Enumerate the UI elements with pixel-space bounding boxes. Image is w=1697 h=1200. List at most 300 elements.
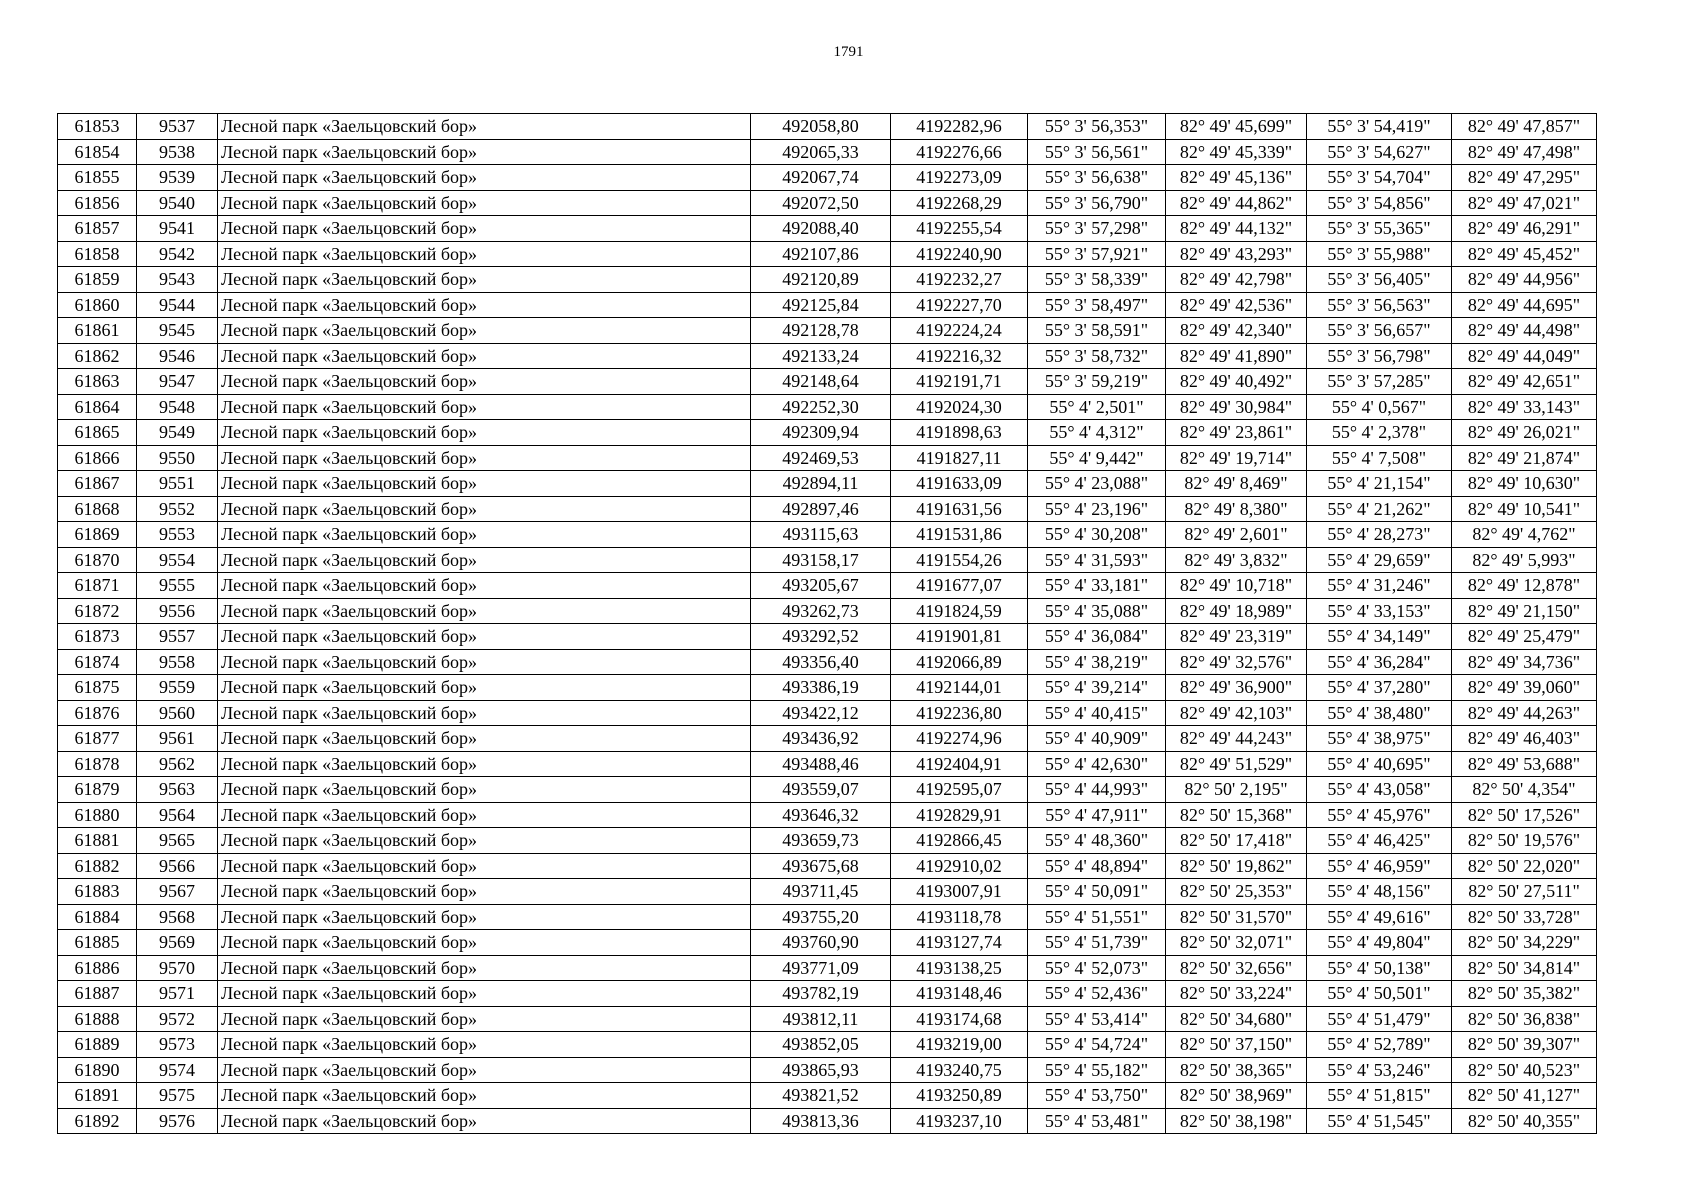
longitude-cell: 82° 49' 23,861" — [1166, 420, 1307, 446]
table-row — [58, 369, 1597, 395]
longitude-alt-cell: 82° 49' 44,049" — [1452, 343, 1597, 369]
table-row — [58, 930, 1597, 956]
point-number-cell: 9553 — [137, 522, 218, 548]
object-name-cell: Лесной парк «Заельцовский бор» — [218, 216, 751, 242]
x-coordinate-cell: 493488,46 — [751, 751, 891, 777]
latitude-alt-cell: 55° 3' 54,856" — [1307, 190, 1452, 216]
object-name-cell: Лесной парк «Заельцовский бор» — [218, 343, 751, 369]
latitude-alt-cell: 55° 4' 50,138" — [1307, 955, 1452, 981]
row-number-cell: 61874 — [58, 649, 137, 675]
row-number-cell: 61876 — [58, 700, 137, 726]
row-number-cell: 61871 — [58, 573, 137, 599]
longitude-cell: 82° 50' 37,150" — [1166, 1032, 1307, 1058]
row-number-cell: 61866 — [58, 445, 137, 471]
row-number-cell: 61853 — [58, 114, 137, 140]
longitude-alt-cell: 82° 49' 25,479" — [1452, 624, 1597, 650]
point-number-cell: 9574 — [137, 1057, 218, 1083]
table-row — [58, 649, 1597, 675]
longitude-cell: 82° 49' 43,293" — [1166, 241, 1307, 267]
object-name-cell: Лесной парк «Заельцовский бор» — [218, 1057, 751, 1083]
longitude-alt-cell: 82° 49' 46,403" — [1452, 726, 1597, 752]
point-number-cell: 9545 — [137, 318, 218, 344]
longitude-alt-cell: 82° 50' 40,523" — [1452, 1057, 1597, 1083]
object-name-cell: Лесной парк «Заельцовский бор» — [218, 1083, 751, 1109]
point-number-cell: 9575 — [137, 1083, 218, 1109]
x-coordinate-cell: 493386,19 — [751, 675, 891, 701]
longitude-alt-cell: 82° 50' 22,020" — [1452, 853, 1597, 879]
object-name-cell: Лесной парк «Заельцовский бор» — [218, 1032, 751, 1058]
longitude-cell: 82° 50' 38,969" — [1166, 1083, 1307, 1109]
latitude-cell: 55° 4' 23,088" — [1028, 471, 1166, 497]
x-coordinate-cell: 493356,40 — [751, 649, 891, 675]
point-number-cell: 9567 — [137, 879, 218, 905]
y-coordinate-cell: 4193240,75 — [891, 1057, 1028, 1083]
longitude-alt-cell: 82° 49' 47,857" — [1452, 114, 1597, 140]
latitude-cell: 55° 3' 56,561" — [1028, 139, 1166, 165]
latitude-alt-cell: 55° 3' 54,627" — [1307, 139, 1452, 165]
latitude-alt-cell: 55° 4' 49,804" — [1307, 930, 1452, 956]
table-row — [58, 114, 1597, 140]
longitude-cell: 82° 49' 8,469" — [1166, 471, 1307, 497]
longitude-cell: 82° 49' 42,798" — [1166, 267, 1307, 293]
y-coordinate-cell: 4193007,91 — [891, 879, 1028, 905]
longitude-alt-cell: 82° 49' 44,695" — [1452, 292, 1597, 318]
point-number-cell: 9566 — [137, 853, 218, 879]
latitude-alt-cell: 55° 4' 53,246" — [1307, 1057, 1452, 1083]
x-coordinate-cell: 492897,46 — [751, 496, 891, 522]
row-number-cell: 61870 — [58, 547, 137, 573]
latitude-cell: 55° 4' 33,181" — [1028, 573, 1166, 599]
longitude-alt-cell: 82° 50' 34,229" — [1452, 930, 1597, 956]
latitude-alt-cell: 55° 4' 38,480" — [1307, 700, 1452, 726]
table-row — [58, 573, 1597, 599]
y-coordinate-cell: 4193219,00 — [891, 1032, 1028, 1058]
latitude-cell: 55° 3' 58,339" — [1028, 267, 1166, 293]
latitude-cell: 55° 4' 52,073" — [1028, 955, 1166, 981]
row-number-cell: 61884 — [58, 904, 137, 930]
table-row — [58, 267, 1597, 293]
y-coordinate-cell: 4193148,46 — [891, 981, 1028, 1007]
longitude-cell: 82° 49' 8,380" — [1166, 496, 1307, 522]
object-name-cell: Лесной парк «Заельцовский бор» — [218, 955, 751, 981]
latitude-cell: 55° 4' 2,501" — [1028, 394, 1166, 420]
row-number-cell: 61877 — [58, 726, 137, 752]
latitude-cell: 55° 4' 48,894" — [1028, 853, 1166, 879]
longitude-alt-cell: 82° 50' 36,838" — [1452, 1006, 1597, 1032]
point-number-cell: 9537 — [137, 114, 218, 140]
latitude-cell: 55° 4' 53,414" — [1028, 1006, 1166, 1032]
y-coordinate-cell: 4192255,54 — [891, 216, 1028, 242]
y-coordinate-cell: 4191631,56 — [891, 496, 1028, 522]
object-name-cell: Лесной парк «Заельцовский бор» — [218, 904, 751, 930]
longitude-alt-cell: 82° 50' 33,728" — [1452, 904, 1597, 930]
latitude-cell: 55° 3' 56,638" — [1028, 165, 1166, 191]
latitude-cell: 55° 4' 48,360" — [1028, 828, 1166, 854]
latitude-cell: 55° 4' 30,208" — [1028, 522, 1166, 548]
point-number-cell: 9559 — [137, 675, 218, 701]
y-coordinate-cell: 4193237,10 — [891, 1108, 1028, 1134]
latitude-cell: 55° 4' 53,481" — [1028, 1108, 1166, 1134]
y-coordinate-cell: 4192829,91 — [891, 802, 1028, 828]
longitude-alt-cell: 82° 49' 47,498" — [1452, 139, 1597, 165]
y-coordinate-cell: 4191677,07 — [891, 573, 1028, 599]
latitude-alt-cell: 55° 4' 31,246" — [1307, 573, 1452, 599]
latitude-cell: 55° 3' 59,219" — [1028, 369, 1166, 395]
point-number-cell: 9572 — [137, 1006, 218, 1032]
longitude-cell: 82° 49' 40,492" — [1166, 369, 1307, 395]
y-coordinate-cell: 4192066,89 — [891, 649, 1028, 675]
x-coordinate-cell: 492120,89 — [751, 267, 891, 293]
longitude-alt-cell: 82° 49' 53,688" — [1452, 751, 1597, 777]
table-row — [58, 471, 1597, 497]
latitude-alt-cell: 55° 4' 2,378" — [1307, 420, 1452, 446]
row-number-cell: 61882 — [58, 853, 137, 879]
object-name-cell: Лесной парк «Заельцовский бор» — [218, 598, 751, 624]
row-number-cell: 61868 — [58, 496, 137, 522]
x-coordinate-cell: 493205,67 — [751, 573, 891, 599]
table-row — [58, 292, 1597, 318]
latitude-cell: 55° 4' 40,909" — [1028, 726, 1166, 752]
y-coordinate-cell: 4191824,59 — [891, 598, 1028, 624]
y-coordinate-cell: 4191827,11 — [891, 445, 1028, 471]
x-coordinate-cell: 493559,07 — [751, 777, 891, 803]
x-coordinate-cell: 493436,92 — [751, 726, 891, 752]
latitude-cell: 55° 4' 38,219" — [1028, 649, 1166, 675]
row-number-cell: 61889 — [58, 1032, 137, 1058]
row-number-cell: 61863 — [58, 369, 137, 395]
latitude-cell: 55° 4' 39,214" — [1028, 675, 1166, 701]
longitude-alt-cell: 82° 49' 45,452" — [1452, 241, 1597, 267]
latitude-cell: 55° 4' 40,415" — [1028, 700, 1166, 726]
latitude-alt-cell: 55° 3' 56,405" — [1307, 267, 1452, 293]
longitude-alt-cell: 82° 49' 21,150" — [1452, 598, 1597, 624]
longitude-cell: 82° 49' 44,243" — [1166, 726, 1307, 752]
row-number-cell: 61879 — [58, 777, 137, 803]
object-name-cell: Лесной парк «Заельцовский бор» — [218, 1108, 751, 1134]
x-coordinate-cell: 493115,63 — [751, 522, 891, 548]
object-name-cell: Лесной парк «Заельцовский бор» — [218, 496, 751, 522]
longitude-cell: 82° 49' 19,714" — [1166, 445, 1307, 471]
object-name-cell: Лесной парк «Заельцовский бор» — [218, 394, 751, 420]
row-number-cell: 61878 — [58, 751, 137, 777]
latitude-alt-cell: 55° 4' 33,153" — [1307, 598, 1452, 624]
object-name-cell: Лесной парк «Заельцовский бор» — [218, 369, 751, 395]
longitude-alt-cell: 82° 49' 39,060" — [1452, 675, 1597, 701]
latitude-cell: 55° 3' 57,298" — [1028, 216, 1166, 242]
row-number-cell: 61867 — [58, 471, 137, 497]
longitude-cell: 82° 50' 38,365" — [1166, 1057, 1307, 1083]
row-number-cell: 61886 — [58, 955, 137, 981]
x-coordinate-cell: 492065,33 — [751, 139, 891, 165]
point-number-cell: 9576 — [137, 1108, 218, 1134]
table-row — [58, 904, 1597, 930]
longitude-cell: 82° 49' 32,576" — [1166, 649, 1307, 675]
longitude-alt-cell: 82° 49' 21,874" — [1452, 445, 1597, 471]
y-coordinate-cell: 4192024,30 — [891, 394, 1028, 420]
row-number-cell: 61883 — [58, 879, 137, 905]
y-coordinate-cell: 4192595,07 — [891, 777, 1028, 803]
table-row — [58, 318, 1597, 344]
table-row — [58, 547, 1597, 573]
latitude-cell: 55° 4' 35,088" — [1028, 598, 1166, 624]
x-coordinate-cell: 493646,32 — [751, 802, 891, 828]
latitude-alt-cell: 55° 3' 57,285" — [1307, 369, 1452, 395]
table-row — [58, 828, 1597, 854]
table-row — [58, 802, 1597, 828]
row-number-cell: 61887 — [58, 981, 137, 1007]
x-coordinate-cell: 492894,11 — [751, 471, 891, 497]
latitude-cell: 55° 4' 42,630" — [1028, 751, 1166, 777]
longitude-cell: 82° 49' 18,989" — [1166, 598, 1307, 624]
x-coordinate-cell: 493158,17 — [751, 547, 891, 573]
latitude-cell: 55° 4' 54,724" — [1028, 1032, 1166, 1058]
latitude-cell: 55° 4' 9,442" — [1028, 445, 1166, 471]
latitude-cell: 55° 3' 56,790" — [1028, 190, 1166, 216]
latitude-alt-cell: 55° 4' 43,058" — [1307, 777, 1452, 803]
x-coordinate-cell: 493422,12 — [751, 700, 891, 726]
y-coordinate-cell: 4192236,80 — [891, 700, 1028, 726]
y-coordinate-cell: 4193250,89 — [891, 1083, 1028, 1109]
row-number-cell: 61859 — [58, 267, 137, 293]
y-coordinate-cell: 4191898,63 — [891, 420, 1028, 446]
row-number-cell: 61865 — [58, 420, 137, 446]
x-coordinate-cell: 492058,80 — [751, 114, 891, 140]
object-name-cell: Лесной парк «Заельцовский бор» — [218, 241, 751, 267]
point-number-cell: 9547 — [137, 369, 218, 395]
x-coordinate-cell: 493711,45 — [751, 879, 891, 905]
latitude-alt-cell: 55° 3' 56,657" — [1307, 318, 1452, 344]
x-coordinate-cell: 492067,74 — [751, 165, 891, 191]
x-coordinate-cell: 492469,53 — [751, 445, 891, 471]
point-number-cell: 9544 — [137, 292, 218, 318]
longitude-alt-cell: 82° 49' 10,630" — [1452, 471, 1597, 497]
longitude-alt-cell: 82° 49' 12,878" — [1452, 573, 1597, 599]
longitude-alt-cell: 82° 50' 40,355" — [1452, 1108, 1597, 1134]
y-coordinate-cell: 4192232,27 — [891, 267, 1028, 293]
object-name-cell: Лесной парк «Заельцовский бор» — [218, 165, 751, 191]
longitude-alt-cell: 82° 49' 10,541" — [1452, 496, 1597, 522]
table-row — [58, 955, 1597, 981]
latitude-alt-cell: 55° 3' 56,563" — [1307, 292, 1452, 318]
longitude-cell: 82° 49' 44,132" — [1166, 216, 1307, 242]
point-number-cell: 9569 — [137, 930, 218, 956]
longitude-cell: 82° 49' 45,339" — [1166, 139, 1307, 165]
longitude-alt-cell: 82° 49' 33,143" — [1452, 394, 1597, 420]
table-row — [58, 190, 1597, 216]
row-number-cell: 61854 — [58, 139, 137, 165]
latitude-cell: 55° 4' 51,551" — [1028, 904, 1166, 930]
row-number-cell: 61873 — [58, 624, 137, 650]
y-coordinate-cell: 4193127,74 — [891, 930, 1028, 956]
y-coordinate-cell: 4193118,78 — [891, 904, 1028, 930]
longitude-cell: 82° 50' 31,570" — [1166, 904, 1307, 930]
x-coordinate-cell: 493760,90 — [751, 930, 891, 956]
x-coordinate-cell: 493659,73 — [751, 828, 891, 854]
latitude-alt-cell: 55° 4' 38,975" — [1307, 726, 1452, 752]
latitude-cell: 55° 3' 58,497" — [1028, 292, 1166, 318]
longitude-alt-cell: 82° 49' 4,762" — [1452, 522, 1597, 548]
longitude-cell: 82° 49' 41,890" — [1166, 343, 1307, 369]
row-number-cell: 61872 — [58, 598, 137, 624]
table-row — [58, 1057, 1597, 1083]
table-row — [58, 241, 1597, 267]
longitude-cell: 82° 49' 44,862" — [1166, 190, 1307, 216]
longitude-cell: 82° 49' 42,103" — [1166, 700, 1307, 726]
longitude-cell: 82° 49' 10,718" — [1166, 573, 1307, 599]
row-number-cell: 61862 — [58, 343, 137, 369]
object-name-cell: Лесной парк «Заельцовский бор» — [218, 828, 751, 854]
x-coordinate-cell: 492107,86 — [751, 241, 891, 267]
row-number-cell: 61881 — [58, 828, 137, 854]
longitude-cell: 82° 49' 23,319" — [1166, 624, 1307, 650]
object-name-cell: Лесной парк «Заельцовский бор» — [218, 802, 751, 828]
table-row — [58, 1032, 1597, 1058]
x-coordinate-cell: 492125,84 — [751, 292, 891, 318]
x-coordinate-cell: 493852,05 — [751, 1032, 891, 1058]
latitude-cell: 55° 4' 50,091" — [1028, 879, 1166, 905]
latitude-alt-cell: 55° 3' 55,365" — [1307, 216, 1452, 242]
longitude-alt-cell: 82° 49' 44,956" — [1452, 267, 1597, 293]
table-row — [58, 496, 1597, 522]
latitude-alt-cell: 55° 4' 45,976" — [1307, 802, 1452, 828]
point-number-cell: 9565 — [137, 828, 218, 854]
latitude-cell: 55° 4' 51,739" — [1028, 930, 1166, 956]
x-coordinate-cell: 492309,94 — [751, 420, 891, 446]
latitude-cell: 55° 3' 57,921" — [1028, 241, 1166, 267]
latitude-alt-cell: 55° 4' 7,508" — [1307, 445, 1452, 471]
y-coordinate-cell: 4192216,32 — [891, 343, 1028, 369]
latitude-cell: 55° 4' 55,182" — [1028, 1057, 1166, 1083]
x-coordinate-cell: 493771,09 — [751, 955, 891, 981]
longitude-alt-cell: 82° 49' 46,291" — [1452, 216, 1597, 242]
object-name-cell: Лесной парк «Заельцовский бор» — [218, 777, 751, 803]
table-row — [58, 1006, 1597, 1032]
longitude-cell: 82° 50' 38,198" — [1166, 1108, 1307, 1134]
latitude-alt-cell: 55° 3' 54,704" — [1307, 165, 1452, 191]
table-row — [58, 394, 1597, 420]
longitude-alt-cell: 82° 50' 35,382" — [1452, 981, 1597, 1007]
object-name-cell: Лесной парк «Заельцовский бор» — [218, 624, 751, 650]
table-row — [58, 1083, 1597, 1109]
row-number-cell: 61855 — [58, 165, 137, 191]
y-coordinate-cell: 4192144,01 — [891, 675, 1028, 701]
latitude-alt-cell: 55° 4' 51,479" — [1307, 1006, 1452, 1032]
table-row — [58, 598, 1597, 624]
point-number-cell: 9542 — [137, 241, 218, 267]
longitude-alt-cell: 82° 49' 5,993" — [1452, 547, 1597, 573]
row-number-cell: 61860 — [58, 292, 137, 318]
point-number-cell: 9556 — [137, 598, 218, 624]
table-row — [58, 343, 1597, 369]
point-number-cell: 9539 — [137, 165, 218, 191]
latitude-alt-cell: 55° 4' 51,545" — [1307, 1108, 1452, 1134]
latitude-cell: 55° 4' 44,993" — [1028, 777, 1166, 803]
latitude-alt-cell: 55° 4' 50,501" — [1307, 981, 1452, 1007]
longitude-cell: 82° 49' 36,900" — [1166, 675, 1307, 701]
latitude-alt-cell: 55° 4' 48,156" — [1307, 879, 1452, 905]
longitude-cell: 82° 50' 2,195" — [1166, 777, 1307, 803]
object-name-cell: Лесной парк «Заельцовский бор» — [218, 292, 751, 318]
x-coordinate-cell: 492072,50 — [751, 190, 891, 216]
object-name-cell: Лесной парк «Заельцовский бор» — [218, 751, 751, 777]
y-coordinate-cell: 4192276,66 — [891, 139, 1028, 165]
longitude-cell: 82° 49' 3,832" — [1166, 547, 1307, 573]
point-number-cell: 9551 — [137, 471, 218, 497]
table-row — [58, 879, 1597, 905]
row-number-cell: 61856 — [58, 190, 137, 216]
y-coordinate-cell: 4192240,90 — [891, 241, 1028, 267]
table-row — [58, 165, 1597, 191]
longitude-alt-cell: 82° 49' 44,498" — [1452, 318, 1597, 344]
latitude-cell: 55° 4' 52,436" — [1028, 981, 1166, 1007]
latitude-alt-cell: 55° 4' 21,262" — [1307, 496, 1452, 522]
x-coordinate-cell: 493262,73 — [751, 598, 891, 624]
longitude-alt-cell: 82° 49' 42,651" — [1452, 369, 1597, 395]
table-row — [58, 522, 1597, 548]
x-coordinate-cell: 492133,24 — [751, 343, 891, 369]
longitude-cell: 82° 49' 45,699" — [1166, 114, 1307, 140]
latitude-alt-cell: 55° 4' 29,659" — [1307, 547, 1452, 573]
point-number-cell: 9573 — [137, 1032, 218, 1058]
row-number-cell: 61885 — [58, 930, 137, 956]
x-coordinate-cell: 492088,40 — [751, 216, 891, 242]
latitude-alt-cell: 55° 4' 46,959" — [1307, 853, 1452, 879]
object-name-cell: Лесной парк «Заельцовский бор» — [218, 1006, 751, 1032]
object-name-cell: Лесной парк «Заельцовский бор» — [218, 522, 751, 548]
row-number-cell: 61875 — [58, 675, 137, 701]
row-number-cell: 61888 — [58, 1006, 137, 1032]
x-coordinate-cell: 492252,30 — [751, 394, 891, 420]
point-number-cell: 9563 — [137, 777, 218, 803]
latitude-alt-cell: 55° 3' 54,419" — [1307, 114, 1452, 140]
table-row — [58, 700, 1597, 726]
latitude-cell: 55° 4' 31,593" — [1028, 547, 1166, 573]
latitude-alt-cell: 55° 4' 52,789" — [1307, 1032, 1452, 1058]
longitude-cell: 82° 49' 30,984" — [1166, 394, 1307, 420]
x-coordinate-cell: 493755,20 — [751, 904, 891, 930]
latitude-cell: 55° 3' 56,353" — [1028, 114, 1166, 140]
x-coordinate-cell: 493675,68 — [751, 853, 891, 879]
point-number-cell: 9557 — [137, 624, 218, 650]
longitude-alt-cell: 82° 50' 4,354" — [1452, 777, 1597, 803]
object-name-cell: Лесной парк «Заельцовский бор» — [218, 675, 751, 701]
longitude-alt-cell: 82° 50' 34,814" — [1452, 955, 1597, 981]
row-number-cell: 61858 — [58, 241, 137, 267]
longitude-cell: 82° 50' 32,071" — [1166, 930, 1307, 956]
object-name-cell: Лесной парк «Заельцовский бор» — [218, 420, 751, 446]
table-row — [58, 726, 1597, 752]
row-number-cell: 61890 — [58, 1057, 137, 1083]
table-body — [58, 114, 1597, 1134]
point-number-cell: 9543 — [137, 267, 218, 293]
table-row — [58, 675, 1597, 701]
y-coordinate-cell: 4192227,70 — [891, 292, 1028, 318]
longitude-cell: 82° 49' 45,136" — [1166, 165, 1307, 191]
longitude-cell: 82° 49' 2,601" — [1166, 522, 1307, 548]
object-name-cell: Лесной парк «Заельцовский бор» — [218, 318, 751, 344]
latitude-alt-cell: 55° 3' 56,798" — [1307, 343, 1452, 369]
y-coordinate-cell: 4193174,68 — [891, 1006, 1028, 1032]
longitude-alt-cell: 82° 50' 27,511" — [1452, 879, 1597, 905]
latitude-alt-cell: 55° 4' 28,273" — [1307, 522, 1452, 548]
y-coordinate-cell: 4191901,81 — [891, 624, 1028, 650]
table-row — [58, 853, 1597, 879]
object-name-cell: Лесной парк «Заельцовский бор» — [218, 853, 751, 879]
longitude-alt-cell: 82° 49' 47,021" — [1452, 190, 1597, 216]
table-row — [58, 216, 1597, 242]
longitude-cell: 82° 49' 42,340" — [1166, 318, 1307, 344]
y-coordinate-cell: 4191633,09 — [891, 471, 1028, 497]
